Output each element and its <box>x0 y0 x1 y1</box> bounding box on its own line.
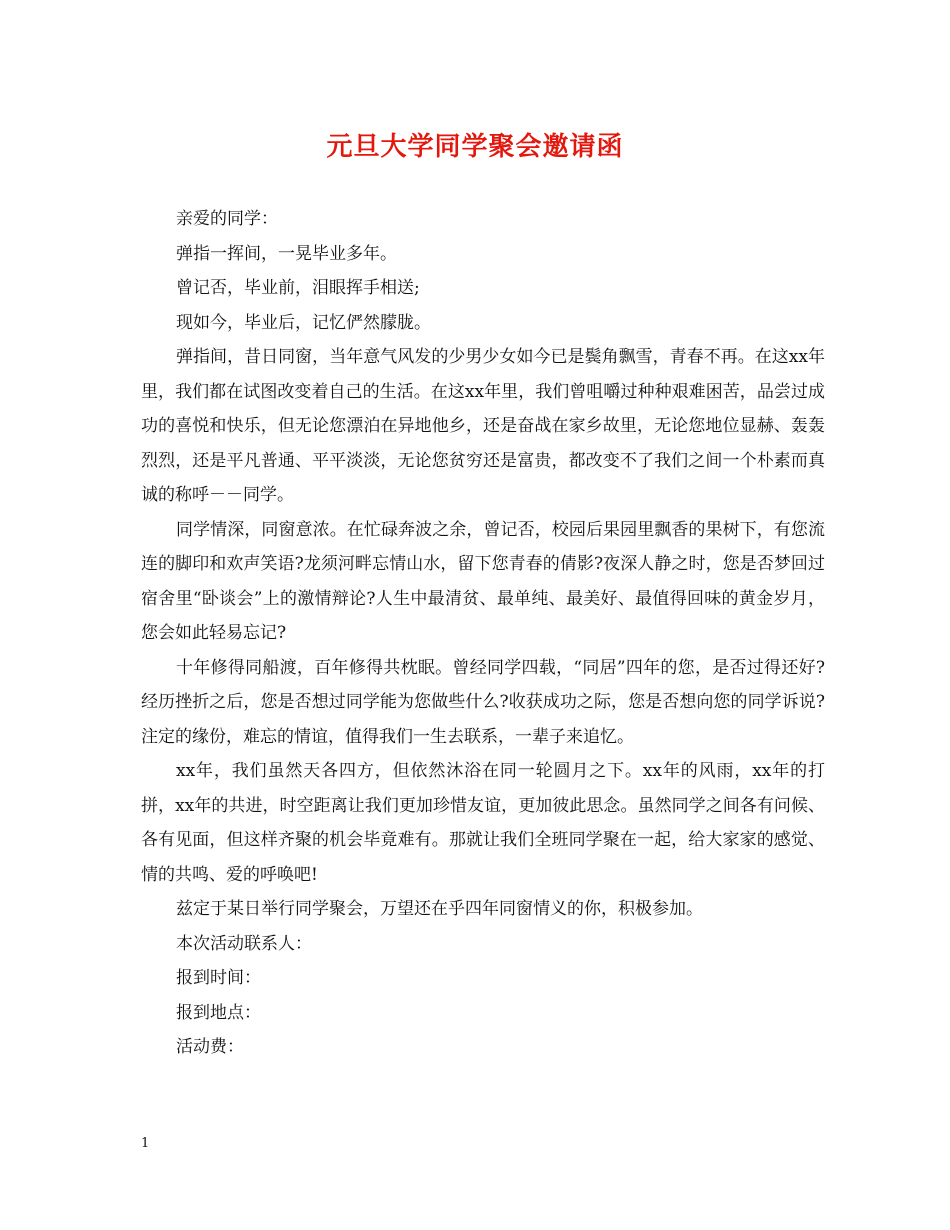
contact-person-field: 本次活动联系人： <box>176 933 312 954</box>
body-paragraph: 弹指间，昔日同窗，当年意气风发的少男少女如今已是鬓角飘雪，青春不再。在这xx年里，我们都在试图改变着自己的生活。在这xx年里，我们曾咀嚼过种种艰难困苦，品尝过成功的喜悦和快乐，但无论您漂泊在异地他乡，还是奋战在家乡故里，无论您地位显赫、轰轰烈烈，还是平凡普通、平平淡淡，无论您贫穷还是富贵，都改变不了我们之间一个朴素而真诚的称呼－－同学。 <box>141 347 825 505</box>
salutation: 亲爱的同学： <box>176 209 278 229</box>
check-in-location-field: 报到地点： <box>176 1002 261 1023</box>
body-paragraph: 曾记否，毕业前，泪眼挥手相送; <box>176 278 420 298</box>
body-paragraph: xx年，我们虽然天各四方，但依然沐浴在同一轮圆月之下。xx年的风雨，xx年的打拼，xx年的共进，时空距离让我们更加珍惜友谊，更加彼此思念。虽然同学之间各有问候、各有见面，但这样齐聚的机会毕竟难有。那就让我们全班同学聚在一起，给大家家的感觉、情的共鸣、爱的呼唤吧! <box>141 761 825 885</box>
body-paragraph: 同学情深，同窗意浓。在忙碌奔波之余，曾记否，校园后果园里飘香的果树下，有您流连的脚印和欢声笑语?龙须河畔忘情山水，留下您青春的倩影?夜深人静之时，您是否梦回过宿舍里“卧谈会”上的激情辩论?人生中最清贫、最单纯、最美好、最值得回味的黄金岁月，您会如此轻易忘记? <box>141 519 825 643</box>
body-paragraph: 弹指一挥间，一晃毕业多年。 <box>176 243 397 264</box>
page-number: 1 <box>141 1136 150 1151</box>
body-paragraph: 兹定于某日举行同学聚会，万望还在乎四年同窗情义的你，积极参加。 <box>176 899 703 919</box>
activity-fee-field: 活动费： <box>176 1037 244 1057</box>
body-paragraph: 现如今，毕业后，记忆俨然朦胧。 <box>176 312 431 333</box>
body-paragraph: 十年修得同船渡，百年修得共枕眠。曾经同学四载，“同居”四年的您，是否过得还好?经历挫折之后，您是否想过同学能为您做些什么?收获成功之际，您是否想向您的同学诉说?注定的缘份，难忘的情谊，值得我们一生去联系，一辈子来追忆。 <box>141 657 825 747</box>
page-title: 元旦大学同学聚会邀请函 <box>326 132 624 162</box>
check-in-time-field: 报到时间： <box>176 968 261 988</box>
document-body <box>141 202 825 1065</box>
